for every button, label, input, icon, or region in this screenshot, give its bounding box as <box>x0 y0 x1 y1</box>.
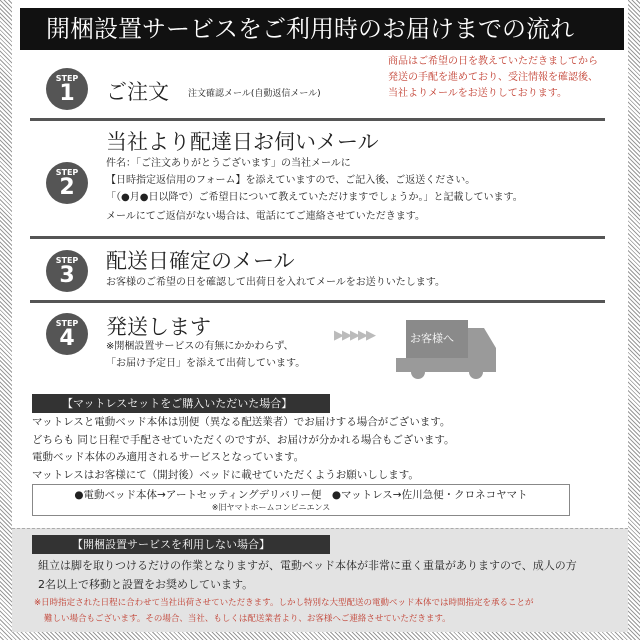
step-number: 1 <box>59 81 75 106</box>
red-note <box>388 54 598 102</box>
truck-icon <box>396 318 506 380</box>
step-1-title: ご注文 <box>106 80 169 104</box>
step-label: STEP <box>55 74 79 83</box>
text-line: 件名：「ご注文ありがとうございます」の当社メールに <box>106 158 351 169</box>
carrier-line: ●電動ベッド本体→アートセッティングデリバリー便 ●マットレス→佐川急便・クロネコヤマト <box>74 489 528 501</box>
step-3-text: お客様のご希望の日を確認して出荷日を入れてメールをお送りいたします。 <box>106 277 445 288</box>
text-line: メールにてご返信がない場合は、電話にてご連絡させていただきます。 <box>106 211 425 222</box>
step-1-sub: 注文確認メール(自動返信メール) <box>188 89 321 99</box>
step-label: STEP <box>55 256 79 265</box>
text-line: 難しい場合もございます。その場合、当社、もしくは配送業者より、お客様へご連絡させていただきます。 <box>44 614 451 624</box>
text-line: マットレスと電動ベッド本体は別便（異なる配送業者）でお届けする場合がございます。 <box>32 416 451 428</box>
text-line: 「（●月●日以降で）ご希望日について教えていただけますでしょうか。」と記載しています。 <box>106 192 523 203</box>
red-note-line: 商品はご希望の日を教えていただきましてから <box>388 56 598 67</box>
step-number: 2 <box>59 175 75 200</box>
divider <box>30 236 605 239</box>
text-line: 【日時指定返信用のフォーム】を添えていますので、ご記入後、ご返送ください。 <box>106 175 476 186</box>
step-4-badge <box>46 313 88 355</box>
step-2-badge <box>46 162 88 204</box>
text-line: どちらも 同じ日程で手配させていただくのですが、お届けが分かれる場合もございます。 <box>32 433 455 446</box>
step-4-title: 発送します <box>106 315 211 339</box>
text-line: ※開梱設置サービスの有無にかかわらず、 <box>106 341 294 352</box>
carrier-box <box>32 484 570 516</box>
no-service-text <box>38 556 577 594</box>
text-line: 2名以上で移動と設置をお奨めしています。 <box>38 578 254 591</box>
step-1-badge <box>46 68 88 110</box>
divider <box>30 300 605 303</box>
carrier-note: ※旧ヤマトホームコンビニエンス <box>211 503 331 512</box>
text-line: 「お届け予定日」を添えて出荷しています。 <box>106 358 306 369</box>
step-2-text <box>106 155 523 225</box>
text-line: ※日時指定された日程に合わせて当社出荷させていただきます。しかし特別な大型配送の電動ベッド本体では時間指定を承ることが <box>34 598 534 608</box>
divider <box>30 118 605 121</box>
step-3-badge <box>46 250 88 292</box>
arrows-icon: ▶▶▶▶▶ <box>334 328 374 343</box>
page-title: 開梱設置サービスをご利用時のお届けまでの流れ <box>20 8 624 50</box>
step-4-text <box>106 338 305 372</box>
step-2-title: 当社より配達日お伺いメール <box>106 130 379 154</box>
red-note-line: 当社よりメールをお送りしております。 <box>388 88 567 99</box>
step-label: STEP <box>55 319 79 328</box>
text-line: 組立は脚を取りつけるだけの作業となりますが、電動ベッド本体が非常に重く重量がありますので、成人の方 <box>38 559 577 572</box>
text-line: マットレスはお客様にて（開封後）ベッドに載せていただくようお願いしします。 <box>32 468 419 481</box>
mattress-heading: 【マットレスセットをご購入いただいた場合】 <box>32 394 330 413</box>
no-service-red-note <box>34 595 533 627</box>
mattress-text <box>32 414 455 484</box>
truck-label: お客様へ <box>410 332 454 345</box>
no-service-heading: 【開梱設置サービスを利用しない場合】 <box>32 535 330 554</box>
text-line: 電動ベッド本体のみ適用されるサービスとなっています。 <box>32 451 305 463</box>
step-number: 3 <box>59 263 75 288</box>
step-3-title: 配送日確定のメール <box>106 249 295 273</box>
red-note-line: 発送の手配を進めており、受注情報を確認後、 <box>388 72 598 83</box>
step-label: STEP <box>55 168 79 177</box>
step-number: 4 <box>59 326 75 351</box>
